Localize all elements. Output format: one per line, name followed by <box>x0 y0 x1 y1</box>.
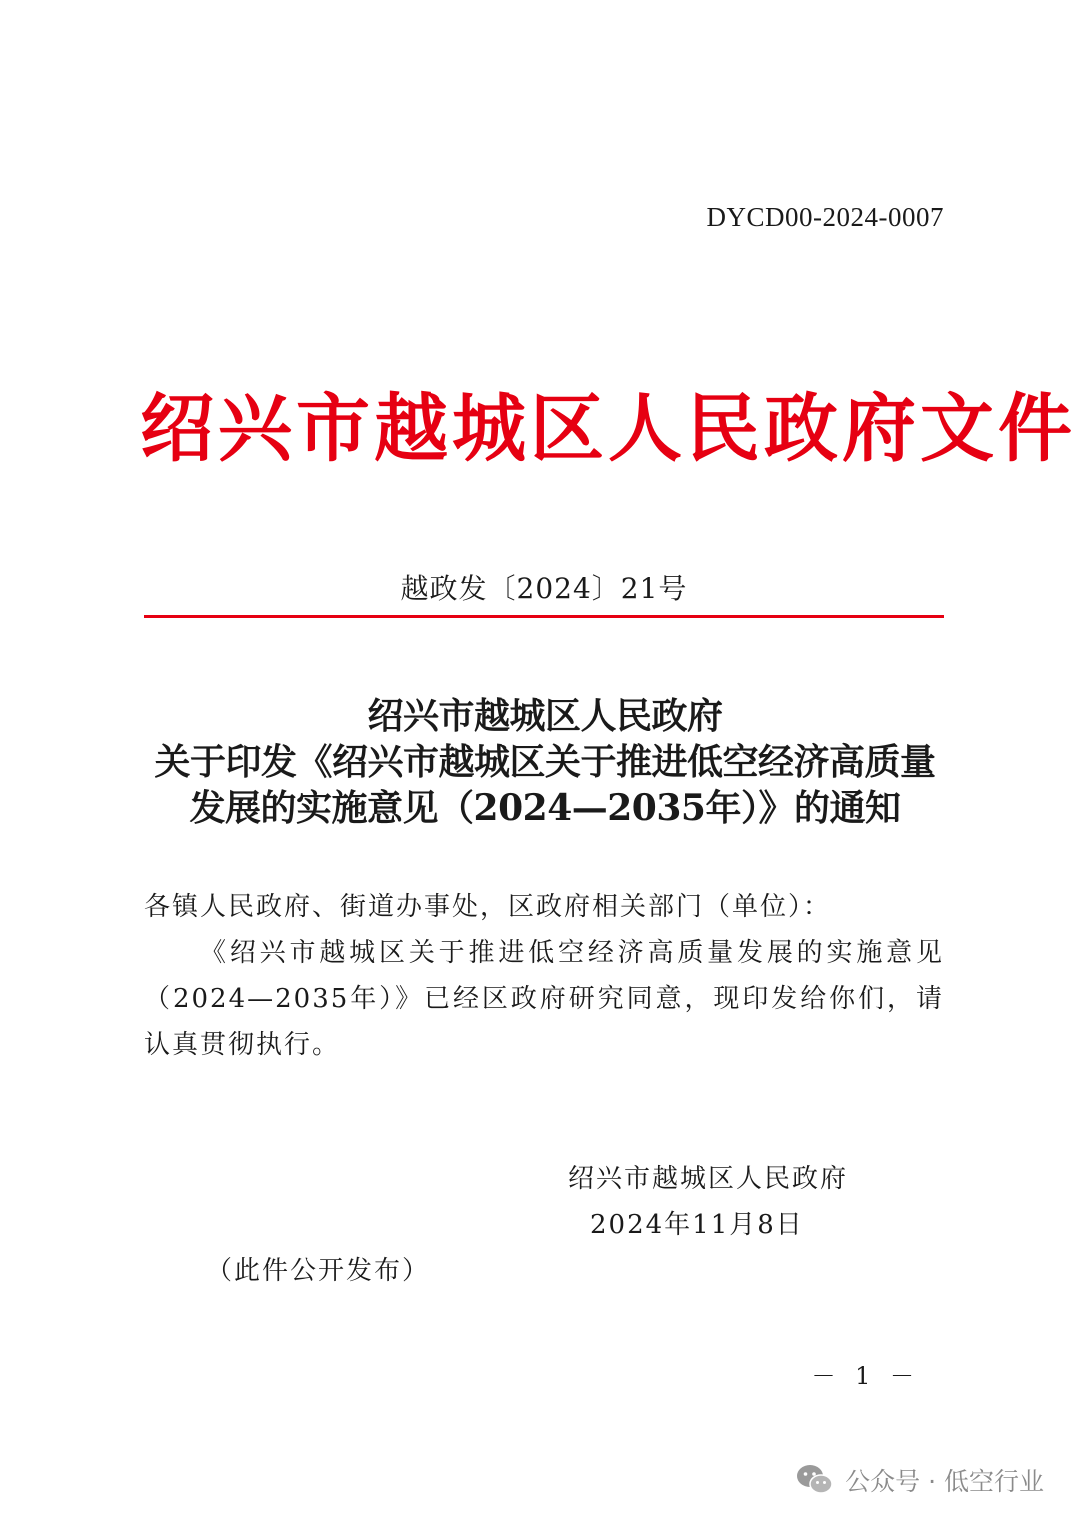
title-line-2: 关于印发《绍兴市越城区关于推进低空经济高质量 <box>154 741 936 783</box>
watermark-text: 公众号 · 低空行业 <box>845 1467 1044 1496</box>
issuing-authority-header: 绍兴市越城区人民政府文件 <box>140 386 1076 472</box>
document-number: 越政发〔2024〕21号 <box>400 572 688 605</box>
salutation: 各镇人民政府、街道办事处，区政府相关部门（单位）： <box>144 892 832 922</box>
document-body <box>144 884 944 1068</box>
document-title <box>140 693 950 831</box>
page-number: － 1 － <box>811 1362 920 1390</box>
signature-date: 2024年11月8日 <box>590 1210 804 1240</box>
red-divider-line <box>144 615 944 618</box>
title-line-1: 绍兴市越城区人民政府 <box>367 695 723 737</box>
public-release-note: （此件公开发布） <box>206 1256 431 1286</box>
wechat-icon <box>795 1463 835 1497</box>
document-code: DYCD00-2024-0007 <box>706 202 944 232</box>
body-paragraph: 《绍兴市越城区关于推进低空经济高质量发展的实施意见（2024—2035年）》已经区政府研究同意，现印发给你们，请认真贯彻执行。 <box>144 938 944 1060</box>
signature-organization: 绍兴市越城区人民政府 <box>568 1164 849 1194</box>
wechat-watermark <box>795 1462 1044 1498</box>
title-line-3: 发展的实施意见（2024—2035年）》的通知 <box>189 787 901 829</box>
